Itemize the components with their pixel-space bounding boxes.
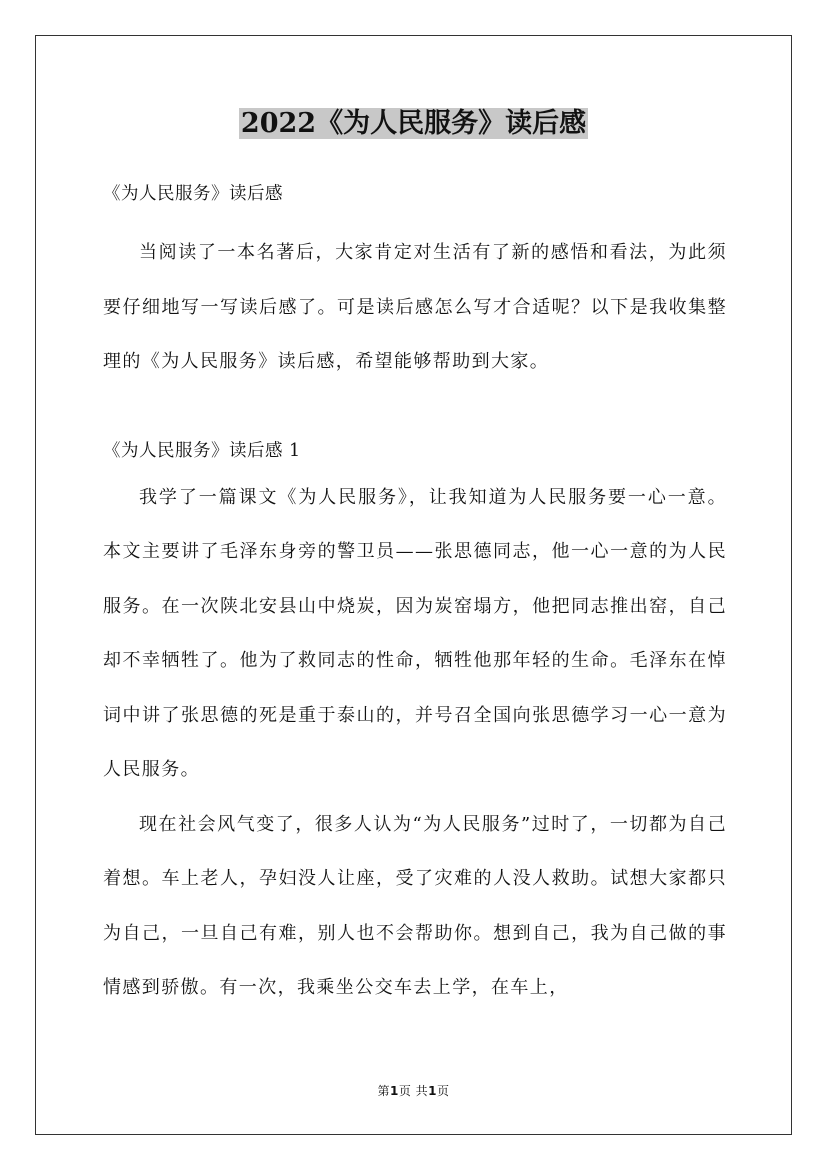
section-heading: 《为人民服务》读后感 1 bbox=[103, 440, 301, 461]
page-footer bbox=[0, 1082, 827, 1100]
intro-heading: 《为人民服务》读后感 bbox=[103, 184, 283, 204]
document-title-text: 2022《为人民服务》读后感 bbox=[240, 108, 587, 139]
footer-prefix: 第 bbox=[377, 1084, 390, 1098]
body-paragraph-2: 现在社会风气变了，很多人认为“为人民服务”过时了，一切都为自己着想。车上老人，孕妇没人让座，受了灾难的人没人救助。试想大家都只为自己，一旦自己有难，别人也不会帮助你。想到自己，我为自己做的事情感到骄傲。有一次，我乘坐公交车去上学，在车上， bbox=[103, 813, 727, 998]
footer-suffix: 页 bbox=[437, 1084, 450, 1098]
footer-page-number: 1 bbox=[389, 1084, 399, 1098]
document-body bbox=[103, 174, 727, 1016]
body-paragraph-1: 我学了一篇课文《为人民服务》，让我知道为人民服务要一心一意。本文主要讲了毛泽东身旁的警卫员——张思德同志，他一心一意的为人民服务。在一次陕北安县山中烧炭，因为炭窑塌方，他把同志推出窑，自己却不幸牺牲了。他为了救同志的性命，牺牲他那年轻的生命。毛泽东在悼词中讲了张思德的死是重于泰山的，并号召全国向张思德学习一心一意为人民服务。 bbox=[103, 486, 727, 780]
intro-paragraph: 当阅读了一本名著后，大家肯定对生活有了新的感悟和看法，为此须要仔细地写一写读后感了。可是读后感怎么写才合适呢？以下是我收集整理的《为人民服务》读后感，希望能够帮助到大家。 bbox=[103, 242, 727, 372]
section-gap bbox=[103, 390, 727, 431]
document-title bbox=[0, 104, 827, 144]
footer-middle: 页 共 bbox=[398, 1084, 429, 1098]
footer-total-pages: 1 bbox=[428, 1084, 438, 1098]
